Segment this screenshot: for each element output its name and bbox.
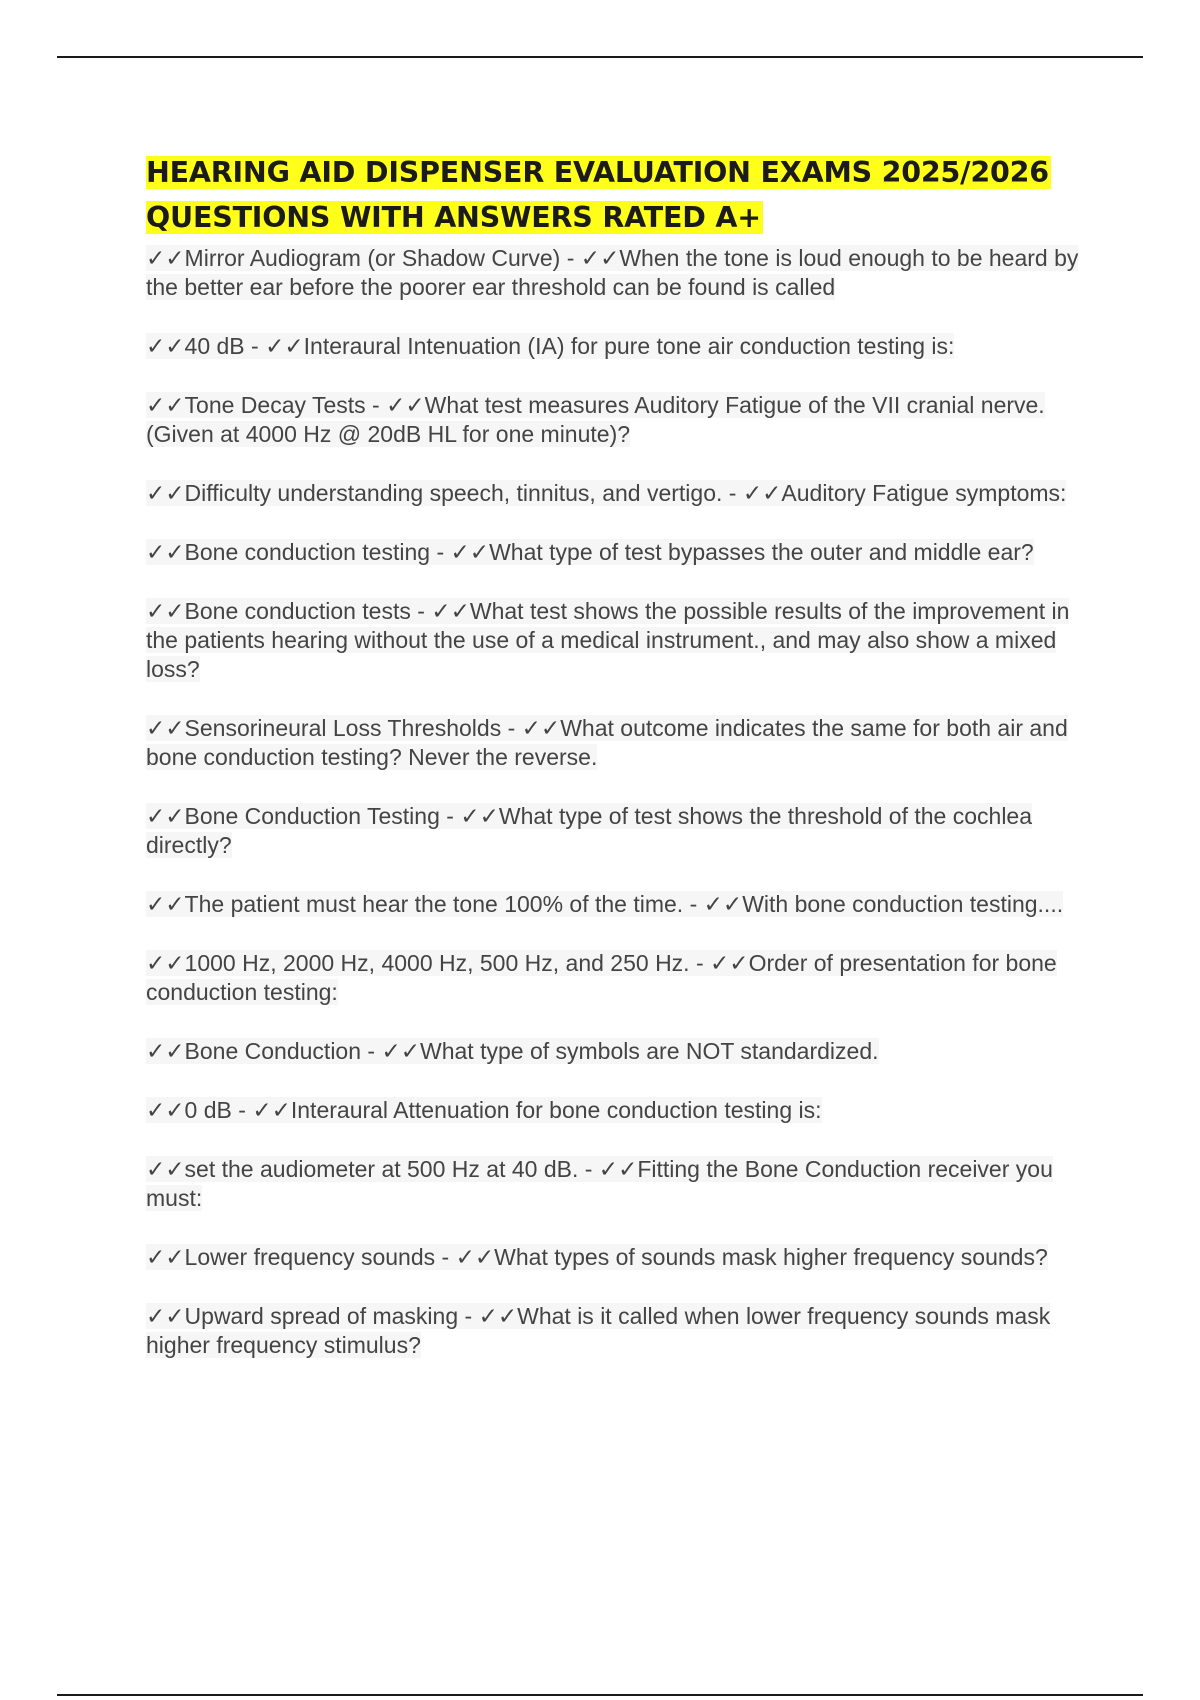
check-mark-icon: ✓✓ (146, 950, 185, 976)
qa-separator: - (578, 1156, 599, 1182)
check-mark-icon: ✓✓ (598, 1156, 638, 1182)
qa-answer: Bone Conduction Testing (184, 803, 440, 829)
qa-text (146, 1097, 822, 1123)
qa-separator: - (501, 715, 522, 741)
qa-text (146, 715, 1068, 770)
check-mark-icon: ✓✓ (146, 1156, 185, 1182)
qa-answer: The patient must hear the tone 100% of the time. (184, 891, 684, 917)
qa-item (146, 1243, 1096, 1272)
qa-question: What types of sounds mask higher frequency sounds? (494, 1244, 1048, 1270)
check-mark-icon: ✓✓ (146, 539, 185, 565)
qa-text (146, 1303, 1050, 1358)
qa-answer: Sensorineural Loss Thresholds (184, 715, 502, 741)
qa-text (146, 245, 1078, 300)
title-highlight: HEARING AID DISPENSER EVALUATION EXAMS 2025/2026 QUESTIONS WITH ANSWERS RATED A+ (146, 156, 1049, 234)
qa-answer: Lower frequency sounds (184, 1244, 436, 1270)
qa-list (146, 244, 1096, 1360)
qa-separator: - (683, 891, 704, 917)
qa-question: When the tone is loud enough to be heard by the better ear before the poorer ear threshold can be found is called (146, 245, 1079, 300)
check-mark-icon: ✓✓ (381, 1038, 421, 1064)
footer-rule (57, 1694, 1143, 1696)
qa-answer: Mirror Audiogram (or Shadow Curve) (184, 245, 561, 271)
check-mark-icon: ✓✓ (703, 891, 743, 917)
qa-separator: - (439, 803, 461, 829)
check-mark-icon: ✓✓ (146, 1097, 185, 1123)
qa-answer: Upward spread of masking (184, 1303, 459, 1329)
qa-item (146, 479, 1096, 508)
check-mark-icon: ✓✓ (146, 891, 185, 917)
qa-separator: - (244, 333, 266, 359)
qa-separator: - (231, 1097, 253, 1123)
qa-question: What test shows the possible results of the improvement in the patients hearing without the use of a medical instrument., and may also show a mixed loss? (146, 598, 1070, 682)
qa-question: What type of test shows the threshold of the cochlea directly? (146, 803, 1033, 858)
check-mark-icon: ✓✓ (146, 1038, 185, 1064)
check-mark-icon: ✓✓ (710, 950, 749, 976)
qa-question: What test measures Auditory Fatigue of the VII cranial nerve. (Given at 4000 Hz @ 20dB HL for one minute)? (146, 392, 1045, 447)
check-mark-icon: ✓✓ (521, 715, 561, 741)
qa-separator: - (430, 539, 451, 565)
check-mark-icon: ✓✓ (146, 803, 185, 829)
qa-separator: - (435, 1244, 456, 1270)
qa-answer: Tone Decay Tests (184, 392, 366, 418)
qa-answer: Bone Conduction (184, 1038, 362, 1064)
qa-question: What is it called when lower frequency sounds mask higher frequency stimulus? (146, 1303, 1051, 1358)
check-mark-icon: ✓✓ (265, 333, 304, 359)
check-mark-icon: ✓✓ (478, 1303, 518, 1329)
qa-item (146, 890, 1096, 919)
check-mark-icon: ✓✓ (455, 1244, 495, 1270)
qa-separator: - (365, 392, 387, 418)
qa-text (146, 891, 1063, 917)
check-mark-icon: ✓✓ (146, 598, 185, 624)
qa-answer: 0 dB (184, 1097, 232, 1123)
qa-text (146, 1244, 1048, 1270)
qa-answer: Difficulty understanding speech, tinnitus, and vertigo. (184, 480, 723, 506)
qa-separator: - (458, 1303, 479, 1329)
check-mark-icon: ✓✓ (146, 480, 185, 506)
qa-text (146, 950, 1057, 1005)
check-mark-icon: ✓✓ (450, 539, 490, 565)
header-rule (57, 56, 1143, 58)
check-mark-icon: ✓✓ (146, 245, 185, 271)
qa-separator: - (722, 480, 743, 506)
qa-text (146, 1156, 1053, 1211)
qa-item (146, 1037, 1096, 1066)
check-mark-icon: ✓✓ (146, 333, 185, 359)
qa-text (146, 480, 1066, 506)
qa-item (146, 1155, 1096, 1213)
qa-question: Interaural Intenuation (IA) for pure tone air conduction testing is: (303, 333, 955, 359)
qa-item (146, 244, 1096, 302)
qa-item (146, 391, 1096, 449)
qa-answer: Bone conduction testing (184, 539, 431, 565)
check-mark-icon: ✓✓ (742, 480, 782, 506)
qa-question: With bone conduction testing.... (742, 891, 1064, 917)
qa-text (146, 539, 1034, 565)
check-mark-icon: ✓✓ (146, 392, 185, 418)
qa-item (146, 1096, 1096, 1125)
check-mark-icon: ✓✓ (460, 803, 499, 829)
qa-text (146, 598, 1069, 682)
check-mark-icon: ✓✓ (252, 1097, 291, 1123)
qa-question: Interaural Attenuation for bone conduction testing is: (290, 1097, 822, 1123)
qa-question: What type of test bypasses the outer and middle ear? (489, 539, 1034, 565)
qa-answer: 1000 Hz, 2000 Hz, 4000 Hz, 500 Hz, and 250 Hz. (184, 950, 690, 976)
qa-question: What type of symbols are NOT standardized. (420, 1038, 879, 1064)
qa-separator: - (689, 950, 711, 976)
document-body (146, 150, 1096, 1390)
qa-item (146, 714, 1096, 772)
qa-item (146, 538, 1096, 567)
qa-text (146, 1038, 879, 1064)
qa-item (146, 597, 1096, 684)
check-mark-icon: ✓✓ (580, 245, 620, 271)
qa-text (146, 392, 1045, 447)
qa-separator: - (560, 245, 581, 271)
qa-item (146, 1302, 1096, 1360)
qa-answer: set the audiometer at 500 Hz at 40 dB. (184, 1156, 579, 1182)
check-mark-icon: ✓✓ (146, 1303, 185, 1329)
qa-text (146, 803, 1032, 858)
qa-question: Auditory Fatigue symptoms: (781, 480, 1067, 506)
qa-item (146, 332, 1096, 361)
qa-question: What outcome indicates the same for both air and bone conduction testing? Never the reverse. (146, 715, 1068, 770)
qa-answer: Bone conduction tests (184, 598, 411, 624)
qa-question: Fitting the Bone Conduction receiver you must: (146, 1156, 1053, 1211)
qa-separator: - (410, 598, 432, 624)
check-mark-icon: ✓✓ (386, 392, 425, 418)
check-mark-icon: ✓✓ (146, 1244, 185, 1270)
qa-item (146, 802, 1096, 860)
document-title (146, 150, 1096, 240)
qa-item (146, 949, 1096, 1007)
check-mark-icon: ✓✓ (431, 598, 470, 624)
qa-separator: - (361, 1038, 382, 1064)
qa-answer: 40 dB (184, 333, 245, 359)
check-mark-icon: ✓✓ (146, 715, 185, 741)
qa-text (146, 333, 954, 359)
qa-question: Order of presentation for bone conduction testing: (146, 950, 1057, 1005)
